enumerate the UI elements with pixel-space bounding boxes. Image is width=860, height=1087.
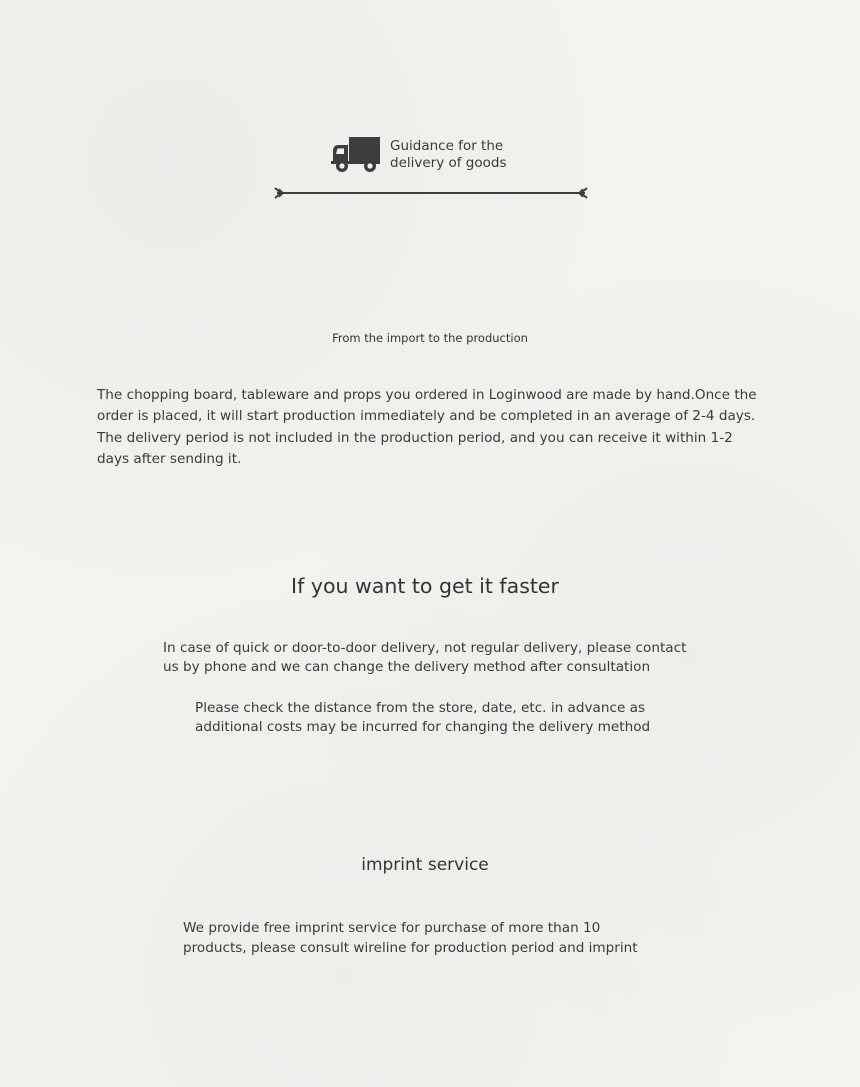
truck-icon — [330, 137, 382, 173]
page-title-line: Guidance for the — [390, 138, 504, 154]
imprint-service-paragraph — [183, 918, 743, 958]
additional-cost-note — [195, 699, 725, 737]
production-paragraph: The chopping board, tableware and props you ordered in Loginwood are made by hand.Once the order is placed, it will start production immediately and be completed in an average of 2-4 days. The delivery period is not included in the production period, and you can receive it within 1-2 days after sending it. — [97, 387, 757, 467]
faster-delivery-heading: If you want to get it faster — [291, 574, 559, 598]
production-subtitle: From the import to the production — [332, 331, 528, 345]
text-line: In case of quick or door-to-door delivery, not regular delivery, please contact — [163, 640, 687, 656]
delivery-guide-header — [330, 135, 550, 175]
text-line: us by phone and we can change the delivery method after consultation — [163, 659, 651, 675]
text-line: products, please consult wireline for production period and imprint — [183, 940, 638, 956]
faster-delivery-paragraph — [163, 639, 723, 677]
imprint-service-heading: imprint service — [361, 855, 489, 875]
text-line: Please check the distance from the store, date, etc. in advance as — [195, 700, 646, 716]
page-title — [390, 138, 550, 172]
arrow-divider — [273, 184, 589, 202]
text-line: additional costs may be incurred for changing the delivery method — [195, 719, 651, 735]
page-title-line: delivery of goods — [390, 155, 507, 171]
text-line: We provide free imprint service for purchase of more than 10 — [183, 920, 601, 936]
